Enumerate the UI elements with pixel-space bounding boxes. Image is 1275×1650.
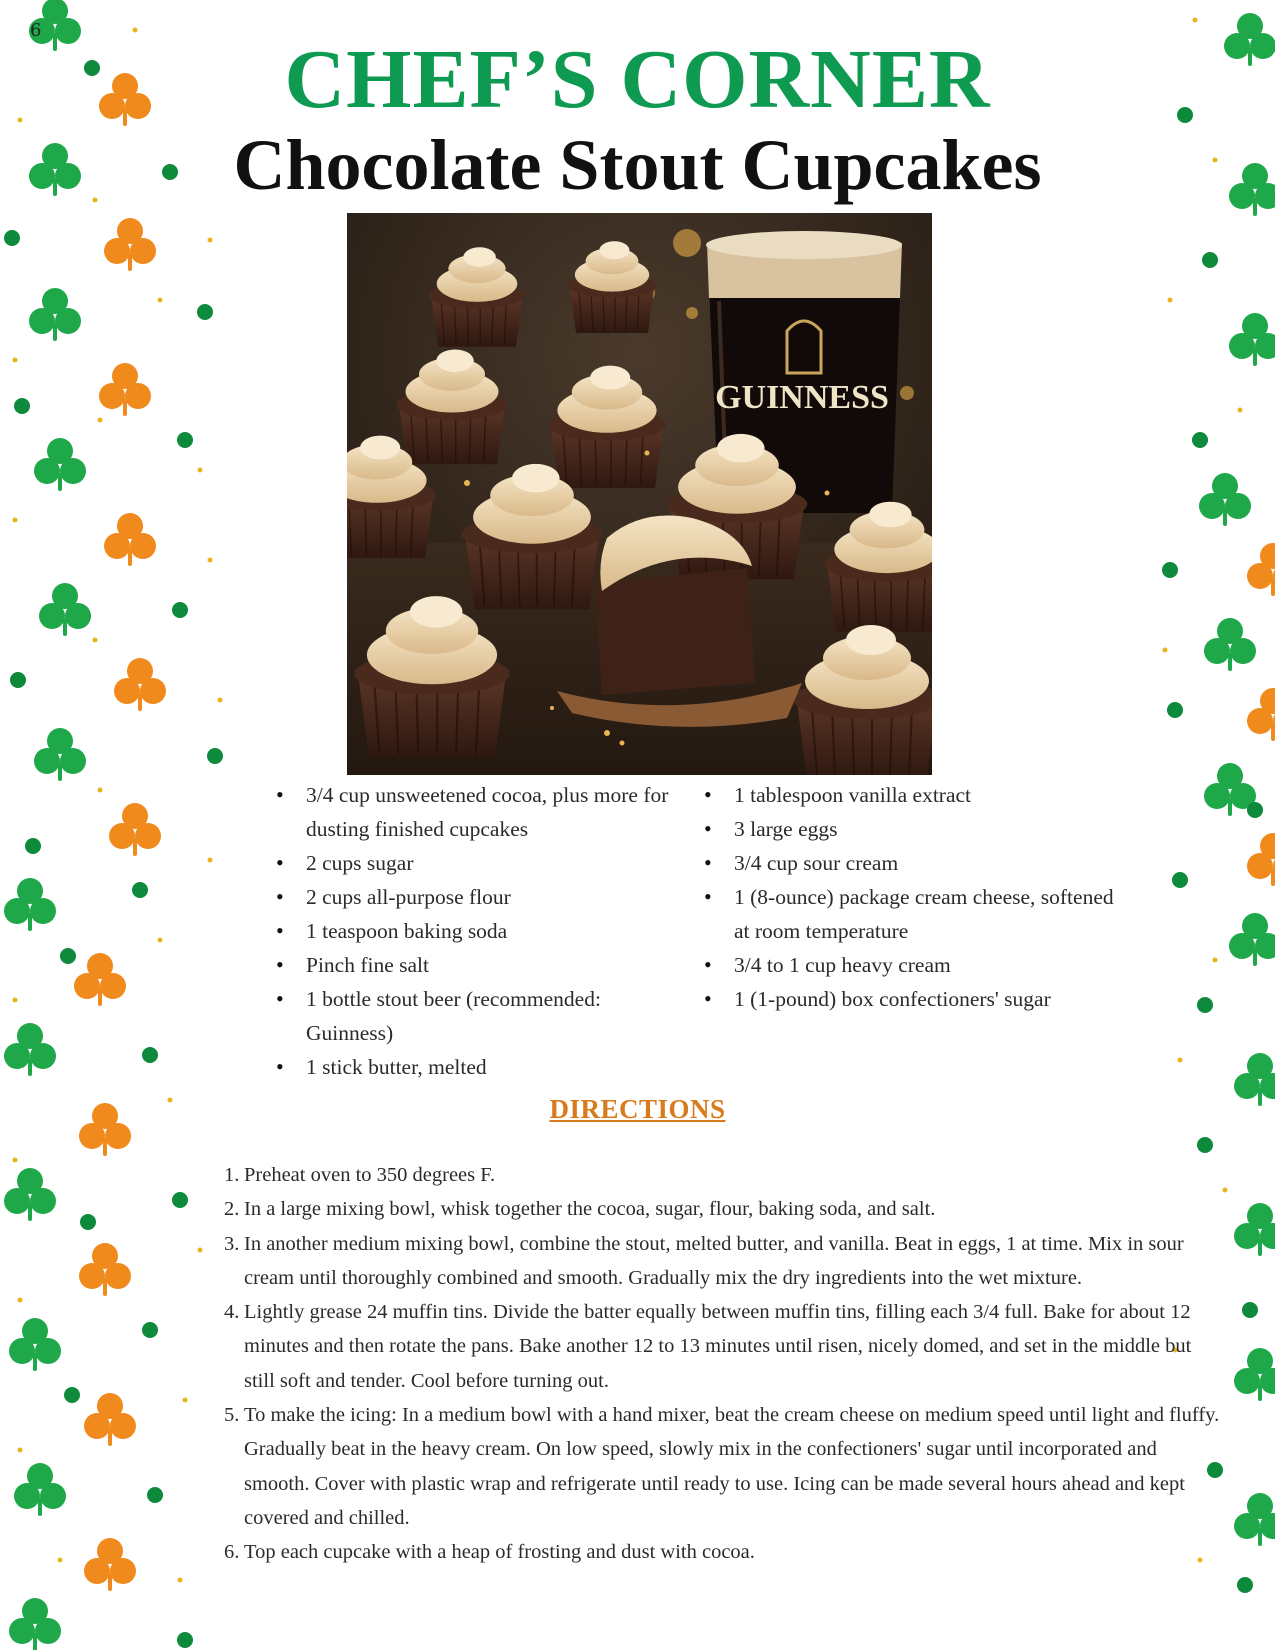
ingredient-item: • 3/4 cup sour cream [698, 846, 1118, 880]
direction-step [226, 1295, 1226, 1398]
direction-step [226, 1192, 1226, 1226]
svg-text:GUINNESS: GUINNESS [715, 379, 889, 416]
direction-step [226, 1227, 1226, 1296]
step-text: Top each cupcake with a heap of frosting and dust with cocoa. [244, 1541, 755, 1564]
ingredient-item: • 3/4 cup unsweetened cocoa, plus more for dusting finished cupcakes [270, 778, 690, 846]
ingredient-item: • 1 tablespoon vanilla extract [698, 778, 1118, 812]
direction-step [226, 1158, 1226, 1192]
direction-step [226, 1535, 1226, 1569]
ingredient-item: • 3 large eggs [698, 812, 1118, 846]
step-text: Lightly grease 24 muffin tins. Divide the batter equally between muffin tins, filling each 3/4 full. Bake for about 12 minutes and then rotate the pans. Bake another 12 to 13 minutes until risen, nicely domed, and set in the middle but still soft and tender. Cool before turning out. [244, 1301, 1192, 1392]
step-number: 6. [224, 1541, 240, 1564]
ingredient-item: • Pinch fine salt [270, 948, 690, 982]
step-number: 5. [224, 1404, 240, 1427]
directions-list [226, 1158, 1226, 1570]
directions-heading: DIRECTIONS [549, 1094, 726, 1124]
recipe-title: Chocolate Stout Cupcakes [233, 125, 1042, 205]
ingredient-item: • 3/4 to 1 cup heavy cream [698, 948, 1118, 982]
step-number: 4. [224, 1301, 240, 1324]
ingredient-item: • 1 teaspoon baking soda [270, 914, 690, 948]
section-heading: CHEF’S CORNER [284, 33, 991, 126]
step-text: Preheat oven to 350 degrees F. [244, 1164, 496, 1186]
page-number: 6 [30, 20, 42, 41]
ingredient-item: • 1 bottle stout beer (recommended: Guinness) [270, 982, 690, 1050]
ingredients-list-left [270, 778, 690, 1084]
ingredient-item: • 2 cups sugar [270, 846, 690, 880]
step-number: 3. [224, 1232, 240, 1255]
ingredient-item: • 1 stick butter, melted [270, 1050, 690, 1084]
step-text: In another medium mixing bowl, combine the stout, melted butter, and vanilla. Beat in eggs, 1 at time. Mix in sour cream until thoroughly combined and smooth. Gradually mix the dry ingredients into the wet mixture. [244, 1232, 1184, 1289]
step-text: To make the icing: In a medium bowl with a hand mixer, beat the cream cheese on medium speed until light and fluffy. Gradually beat in the heavy cream. On low speed, slowly mix in the confectioners' sugar until incorporated and smooth. Cover with plastic wrap and refrigerate until ready to use. Icing can be made several hours ahead and kept covered and chilled. [244, 1404, 1220, 1529]
shamrock-border-left [0, 0, 230, 1650]
step-number: 2. [224, 1198, 240, 1221]
direction-step [226, 1398, 1226, 1535]
ingredient-item: • 1 (8-ounce) package cream cheese, softened at room temperature [698, 880, 1118, 948]
ingredient-item: • 1 (1-pound) box confectioners' sugar [698, 982, 1118, 1016]
ingredients-list-right [698, 778, 1118, 1016]
ingredient-item: • 2 cups all-purpose flour [270, 880, 690, 914]
cupcakes-and-stout-photo [347, 213, 932, 775]
step-text: In a large mixing bowl, whisk together the cocoa, sugar, flour, baking soda, and salt. [244, 1198, 936, 1221]
step-number: 1. [224, 1164, 240, 1186]
